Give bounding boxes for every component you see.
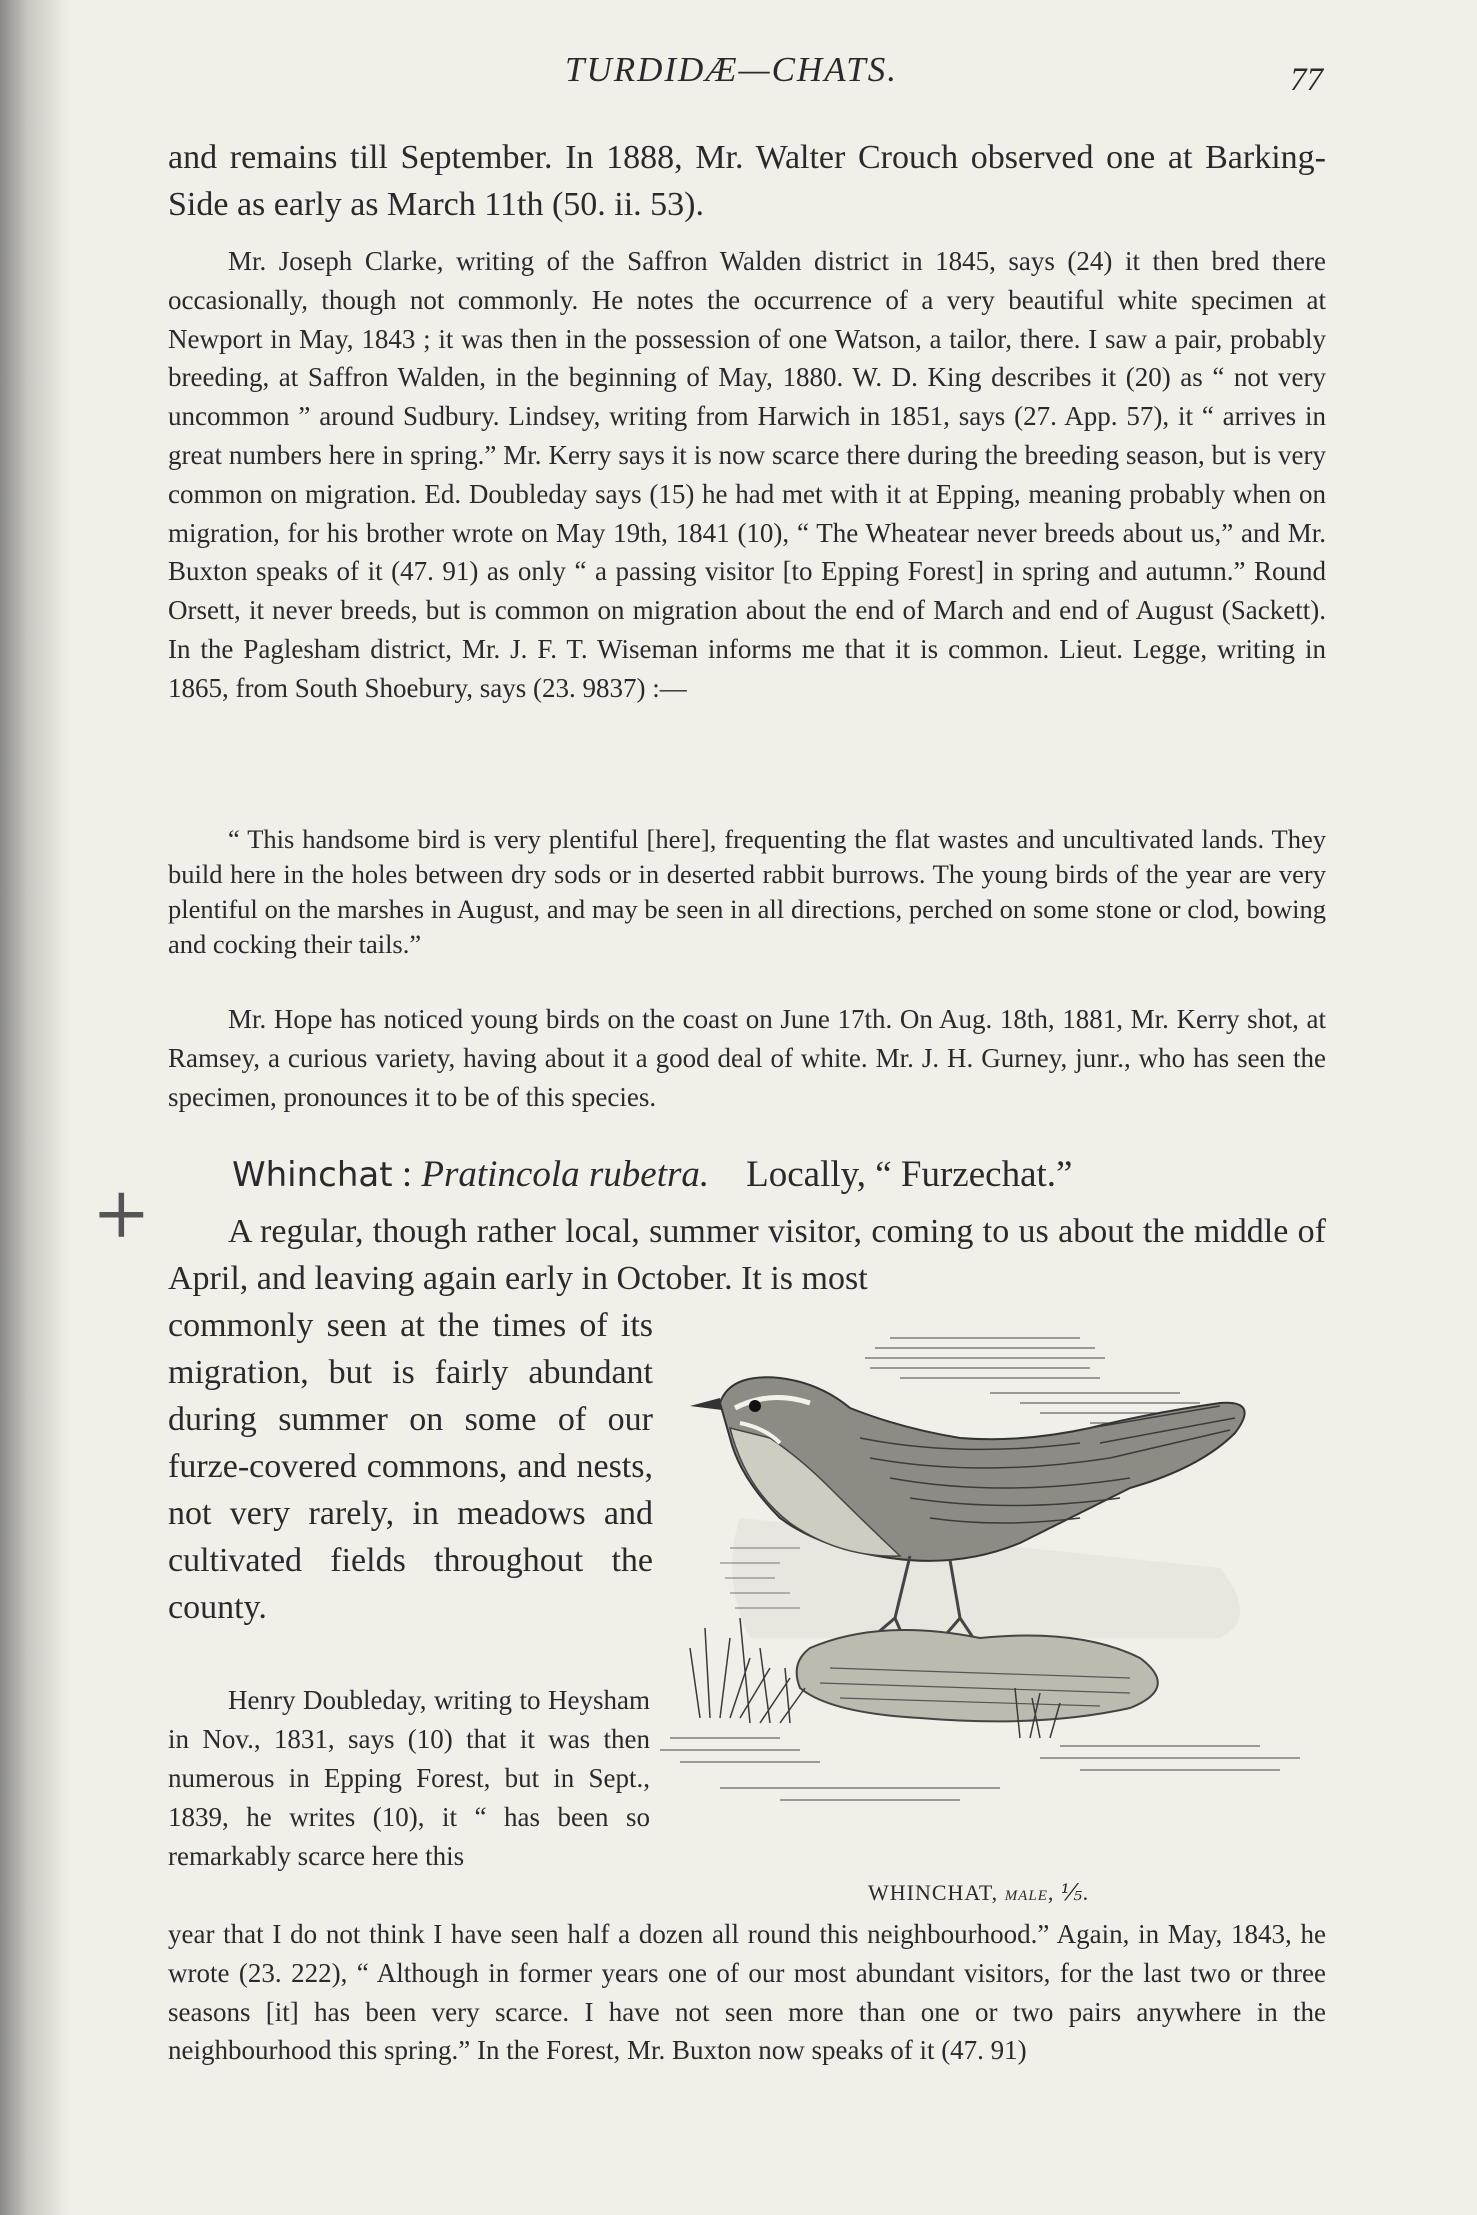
species-local-name: Locally, “ Furzechat.” (746, 1154, 1073, 1195)
running-head: TURDIDÆ—CHATS. (565, 50, 898, 89)
paragraph-hope: Mr. Hope has noticed young birds on the coast on June 17th. On Aug. 18th, 1881, Mr. Kerry shot, at Ramsey, a curious variety, having about it a good deal of white. Mr. J. H. Gurney, junr., who has seen the specimen, pronounces it to be of this species. (168, 1004, 1326, 1112)
page-number: 77 (1290, 62, 1323, 98)
paragraph-whinchat-first: A regular, though rather local, summer visitor, coming to us about the middle of April, and leaving again early in October. It is most (168, 1213, 1326, 1297)
species-separator: : (392, 1154, 422, 1195)
figure-caption (868, 1880, 1090, 1906)
bird-illustration (660, 1318, 1325, 1878)
page-gutter-shadow (0, 0, 70, 2215)
paragraph-intro: and remains till September. In 1888, Mr. Walter Crouch observed one at Barking-Side as early as March 11th (50. ii. 53). (168, 139, 1326, 223)
paragraph-doubleday-continued: year that I do not think I have seen half a dozen all round this neighbourhood.” Again, in May, 1843, he wrote (23. 222), “ Although in former years one of our most abundant visitors, for the last two or three seasons [it] has been very scarce. I have not seen more than one or two pairs anywhere in the neighbourhood this spring.” In the Forest, Mr. Buxton now speaks of it (47. 91) (168, 1919, 1326, 2066)
caption-name: WHINCHAT, (868, 1880, 999, 1905)
paragraph-whinchat-wrap: commonly seen at the times of its migration, but is fairly abundant during summer on some of our furze-covered commons, and nests, not very rarely, in meadows and cultivated fields throughout the county. (168, 1307, 653, 1626)
species-name: Whinchat (232, 1155, 393, 1195)
paragraph-clarke: Mr. Joseph Clarke, writing of the Saffron Walden district in 1845, says (24) it then bred there occasionally, though not commonly. He notes the occurrence of a very beautiful white specimen at Newport in May, 1843 ; it was then in the possession of one Watson, a tailor, there. I saw a pair, probably breeding, at Saffron Walden, in the beginning of May, 1880. W. D. King describes it (20) as “ not very uncommon ” around Sudbury. Lindsey, writing from Harwich in 1851, says (27. App. 57), it “ arrives in great numbers here in spring.” Mr. Kerry says it is now scarce there during the breeding season, but is very common on migration. Ed. Doubleday says (15) he had met with it at Epping, meaning probably when on migration, for his brother wrote on May 19th, 1841 (10), “ The Wheatear never breeds about us,” and Mr. Buxton speaks of it (47. 91) as only “ a passing visitor [to Epping Forest] in spring and autumn.” Round Orsett, it never breeds, but is common on migration about the end of March and end of August (Sackett). In the Paglesham district, Mr. J. F. T. Wiseman informs me that it is common. Lieut. Legge, writing in 1865, from South Shoebury, says (23. 9837) :— (168, 246, 1326, 703)
margin-annotation: + (92, 1172, 151, 1254)
caption-detail: male, ⅕. (1004, 1880, 1090, 1905)
whinchat-engraving (660, 1318, 1325, 1878)
paragraph-doubleday: Henry Doubleday, writing to Heysham in Nov., 1831, says (10) that it was then numerous in Epping Forest, but in Sept., 1839, he writes (10), it “ has been so remarkably scarce here this (168, 1685, 650, 1871)
page-header (0, 50, 1477, 110)
species-heading (232, 1153, 1072, 1196)
species-latin-name: Pratincola rubetra. (421, 1154, 710, 1195)
block-quote-legge: “ This handsome bird is very plentiful [here], frequenting the flat wastes and uncultivated lands. They build here in the holes between dry sods or in deserted rabbit burrows. The young birds of the year are very plentiful on the marshes in August, and may be seen in all directions, perched on some stone or clod, bowing and cocking their tails.” (168, 824, 1326, 959)
